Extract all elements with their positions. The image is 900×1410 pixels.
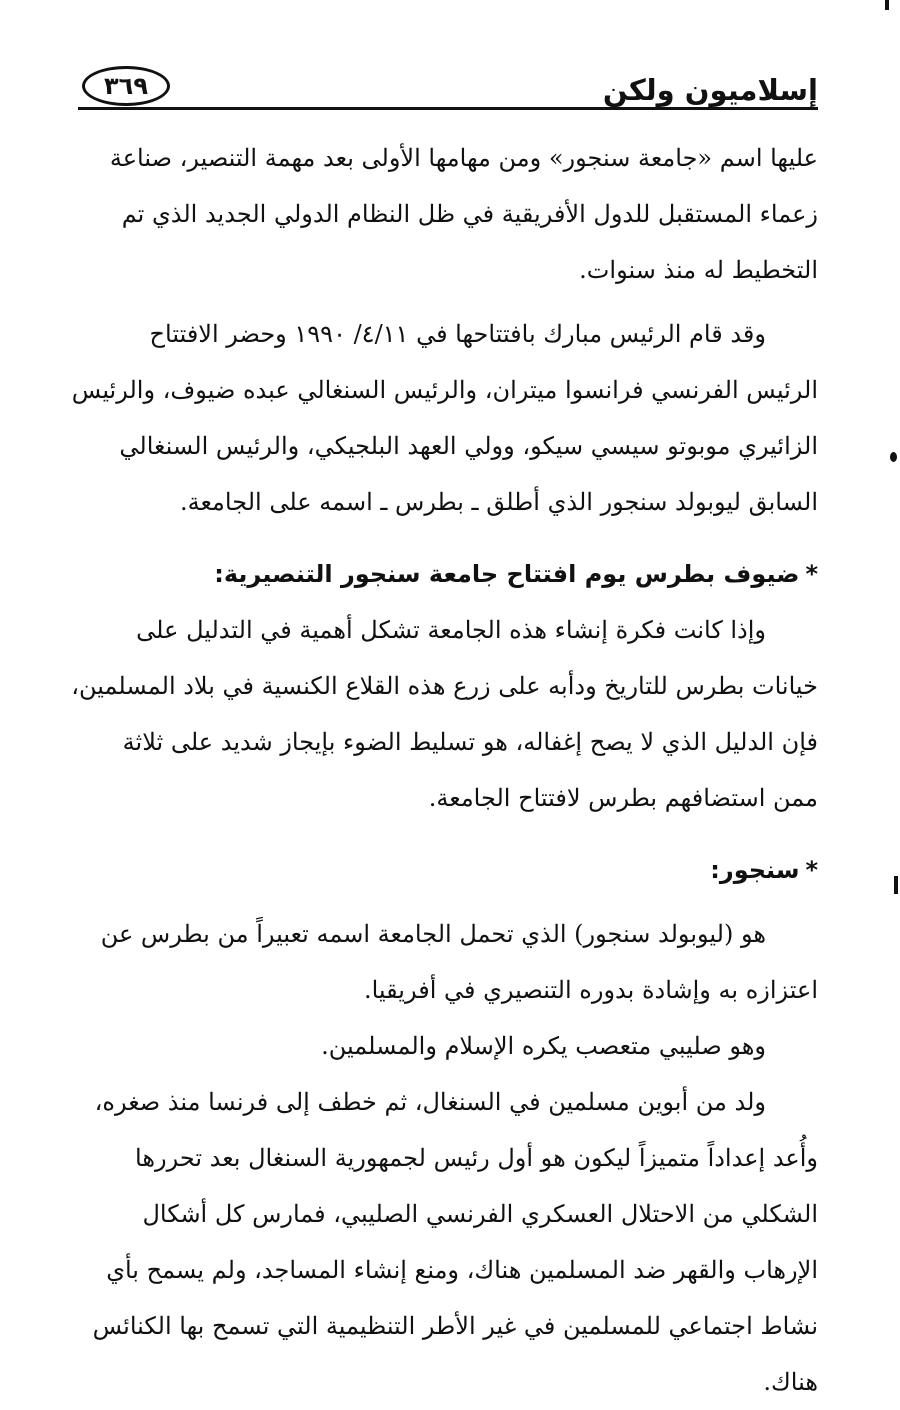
text-line: الشكلي من الاحتلال العسكري الفرنسي الصليبي، فمارس كل أشكال bbox=[142, 1200, 818, 1228]
section-heading-guests bbox=[80, 546, 818, 602]
text-line: الرئيس الفرنسي فرانسوا ميتران، والرئيس السنغالي عبده ضيوف، والرئيس bbox=[71, 376, 818, 404]
heading-text: سنجور: bbox=[710, 856, 800, 884]
running-title: إسلاميون ولكن bbox=[602, 73, 818, 107]
text-line: اعتزازه به وإشادة بدوره التنصيري في أفريقيا. bbox=[363, 976, 818, 1004]
page-header bbox=[78, 62, 818, 114]
paragraph-opening-ceremony bbox=[71, 306, 818, 530]
scan-mark bbox=[890, 452, 897, 462]
text-line: التخطيط له منذ سنوات. bbox=[579, 256, 818, 284]
text-line: السابق ليوبولد سنجور الذي أطلق ـ بطرس ـ اسمه على الجامعة. bbox=[179, 488, 818, 516]
text-line: وأُعد إعداداً متميزاً ليكون هو أول رئيس لجمهورية السنغال بعد تحررها bbox=[135, 1144, 818, 1172]
paragraph-senghor-character bbox=[80, 1018, 818, 1074]
paragraph-senghor-identity bbox=[80, 906, 818, 1018]
text-line: وإذا كانت فكرة إنشاء هذه الجامعة تشكل أهمية في التدليل على bbox=[136, 616, 766, 644]
text-line: هو (ليوبولد سنجور) الذي تحمل الجامعة اسمه تعبيراً من بطرس عن bbox=[100, 920, 766, 948]
section-heading-senghor bbox=[80, 842, 818, 898]
scan-mark bbox=[885, 0, 889, 10]
text-line: ممن استضافهم بطرس لافتتاح الجامعة. bbox=[428, 784, 818, 812]
asterisk-bullet: * bbox=[805, 560, 818, 588]
text-line: الإرهاب والقهر ضد المسلمين هناك، ومنع إنشاء المساجد، ولم يسمح بأي bbox=[106, 1256, 818, 1284]
text-line: نشاط اجتماعي للمسلمين في غير الأطر التنظيمية التي تسمح بها الكنائس bbox=[92, 1312, 818, 1340]
text-line: وهو صليبي متعصب يكره الإسلام والمسلمين. bbox=[321, 1032, 766, 1060]
text-line: عليها اسم «جامعة سنجور» ومن مهامها الأولى بعد مهمة التنصير، صناعة bbox=[109, 144, 818, 172]
paragraph-senghor-biography bbox=[80, 1074, 818, 1410]
page-number: ٣٦٩ bbox=[82, 66, 170, 106]
page-body bbox=[71, 130, 818, 1410]
text-line: فإن الدليل الذي لا يصح إغفاله، هو تسليط الضوء بإيجاز شديد على ثلاثة bbox=[122, 728, 818, 756]
text-line: ولد من أبوين مسلمين في السنغال، ثم خطف إلى فرنسا منذ صغره، bbox=[94, 1088, 766, 1116]
text-line: هناك. bbox=[763, 1368, 818, 1396]
text-line: خيانات بطرس للتاريخ ودأبه على زرع هذه القلاع الكنسية في بلاد المسلمين، bbox=[71, 672, 818, 700]
heading-text: ضيوف بطرس يوم افتتاح جامعة سنجور التنصيرية: bbox=[214, 560, 800, 588]
text-line: الزائيري موبوتو سيسي سيكو، وولي العهد البلجيكي، والرئيس السنغالي bbox=[119, 432, 818, 460]
asterisk-bullet: * bbox=[805, 856, 818, 884]
text-line: زعماء المستقبل للدول الأفريقية في ظل النظام الدولي الجديد الذي تم bbox=[121, 200, 818, 228]
paragraph-university-name bbox=[80, 130, 818, 298]
header-rule bbox=[78, 107, 818, 110]
paragraph-guests-intro bbox=[71, 602, 818, 826]
scan-mark bbox=[894, 876, 898, 894]
text-line: وقد قام الرئيس مبارك بافتتاحها في ٤/١١/ ١٩٩٠ وحضر الافتتاح bbox=[149, 320, 766, 348]
